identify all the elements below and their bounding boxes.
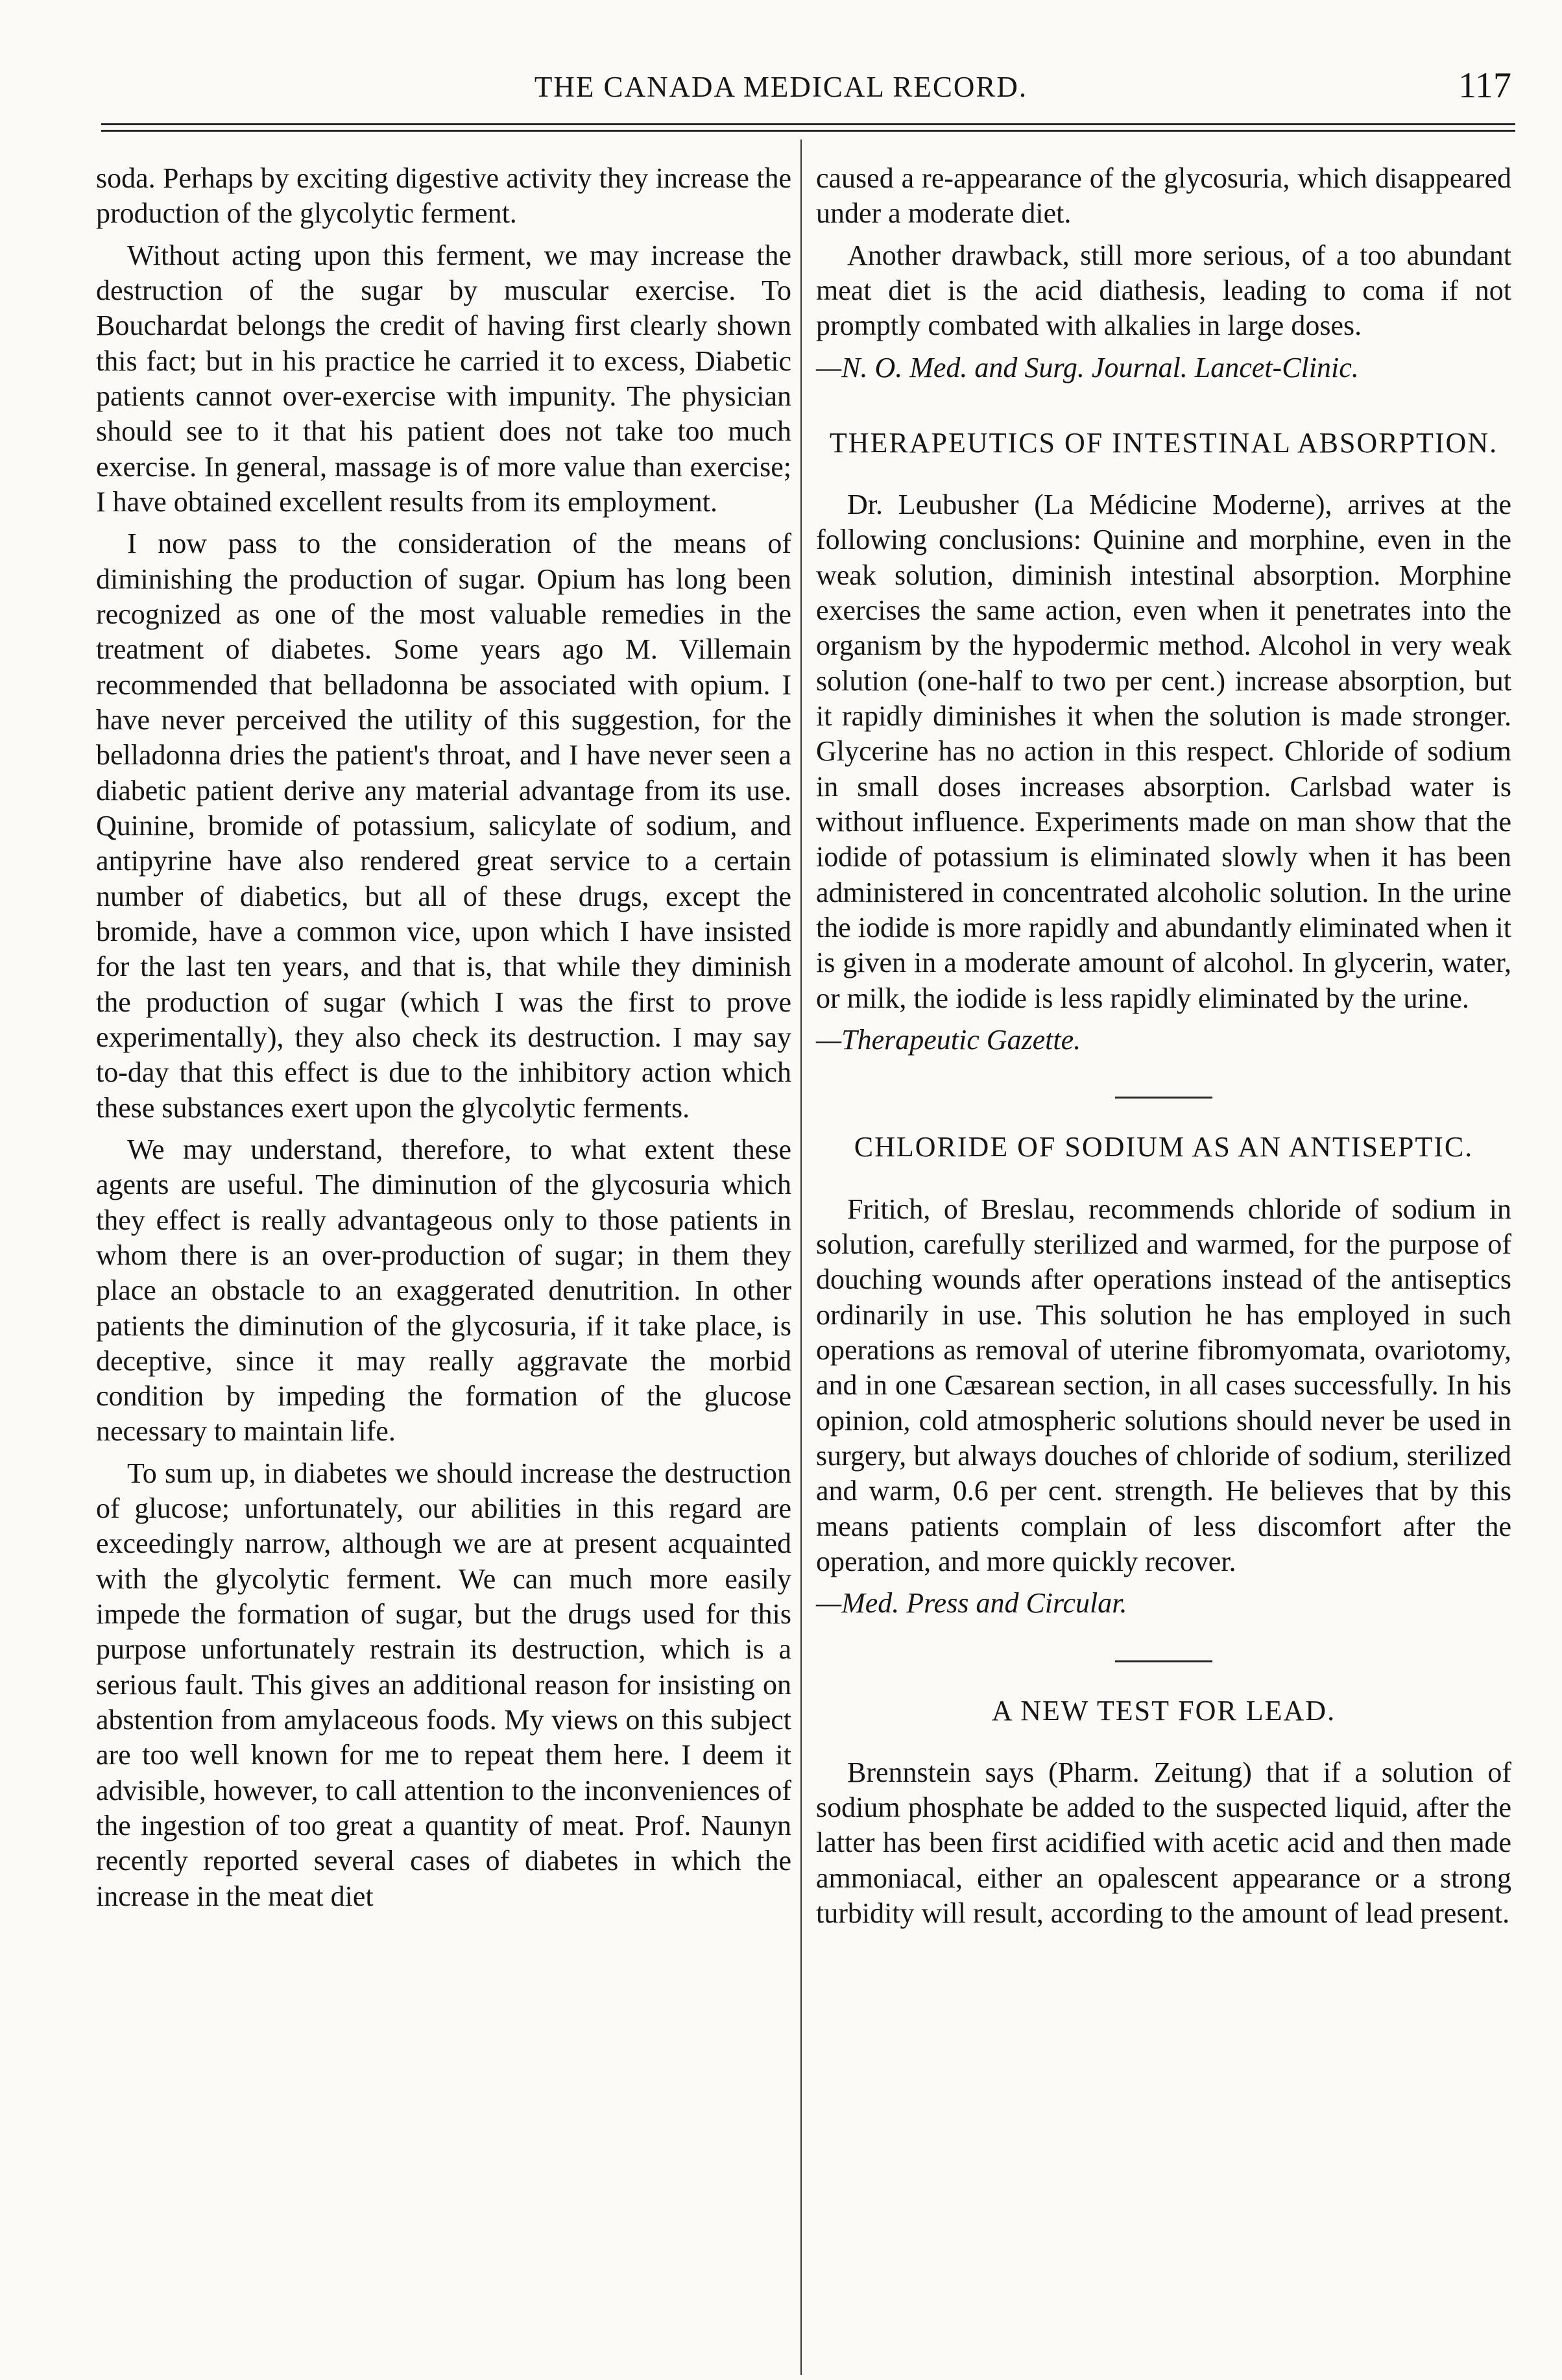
source-citation: —Med. Press and Circular. bbox=[816, 1587, 1127, 1620]
paragraph: Dr. Leubusher (La Médicine Moderne), arrives at the following conclusions: Quinine and morphine, even in the weak solution, diminish intestinal absorption. Morphine exercises the same action, even when it penetrates into the organism by the hypodermic method. Alcohol in very weak solution (one-half to two per cent.) increase absorption, but it rapidly diminishes it when the solution is made stronger. Glycerine has no action in this respect. Chloride of sodium in small doses increases absorption. Carlsbad water is without influence. Experiments made on man show that the iodide of potassium is eliminated slowly when it has been administered in concentrated alcoholic solution. In the urine the iodide is more rapidly and abundantly eliminated when it is given in a moderate amount of alcohol. In glycerin, water, or milk, the iodide is less rapidly eliminated by the urine. bbox=[816, 489, 1511, 1014]
section-divider bbox=[1115, 1660, 1212, 1662]
paragraph: To sum up, in diabetes we should increase the destruction of glucose; unfortunately, our abilities in this regard are exceedingly narrow, although we are at present acquainted with the glycolytic ferment. We can much more easily impede the formation of sugar, but the drugs used for this purpose unfortunately restrain its destruction, which is a serious fault. This gives an additional reason for insisting on abstention from amylaceous foods. My views on this subject are too well known for me to repeat them here. I deem it advisible, however, to call attention to the inconveniences of the ingestion of too great a quantity of meat. Prof. Naunyn recently reported several cases of diabetes in which the increase in the meat diet bbox=[96, 1457, 791, 1912]
paragraph: Fritich, of Breslau, recommends chloride of sodium in solution, carefully sterilized and warmed, for the purpose of douching wounds after operations instead of the antiseptics ordinarily in use. This solution he has employed in such operations as removal of uterine fibromyomata, ovariotomy, and in one Cæsarean section, in all cases successfully. In his opinion, cold atmospheric solutions should never be used in surgery, but always douches of chloride of sodium, sterilized and warm, 0.6 per cent. strength. He believes that by this means patients complain of less discomfort after the operation, and more quickly recover. bbox=[816, 1193, 1511, 1577]
source-citation: —Therapeutic Gazette. bbox=[816, 1024, 1081, 1056]
source-citation: —N. O. Med. and Surg. Journal. Lancet-Clinic. bbox=[816, 351, 1359, 383]
paragraph: We may understand, therefore, to what extent these agents are useful. The diminution of the glycosuria which they effect is really advantageous only to those patients in whom there is an over-production of sugar; in them they place an obstacle to an exaggerated denutrition. In other patients the diminution of the glycosuria, if it take place, is deceptive, since it may really aggravate the morbid condition by impeding the formation of the glucose necessary to maintain life. bbox=[96, 1133, 791, 1448]
page-number: 117 bbox=[1458, 66, 1511, 106]
running-header bbox=[0, 66, 1562, 115]
paragraph: I now pass to the consideration of the means of diminishing the production of sugar. Opium has long been recognized as one of the most valuable remedies in the treatment of diabetes. Some years ago M. Villemain recommended that belladonna be associated with opium. I have never perceived the utility of this suggestion, for the belladonna dries the patient's throat, and I have never seen a diabetic patient derive any material advantage from its use. Quinine, bromide of potassium, salicylate of sodium, and antipyrine have also rendered great service to a certain number of diabetics, but all of these drugs, except the bromide, have a common vice, upon which I have insisted for the last ten years, and that is, that while they diminish the production of sugar (which I was the first to prove experimentally), they also check its destruction. I may say to-day that this effect is due to the inhibitory action which these substances exert upon the glycolytic ferments. bbox=[96, 528, 791, 1124]
article-heading: CHLORIDE OF SODIUM AS AN ANTISEPTIC. bbox=[854, 1131, 1474, 1163]
left-column bbox=[96, 161, 791, 1921]
running-title: THE CANADA MEDICAL RECORD. bbox=[534, 71, 1028, 103]
section-divider bbox=[1115, 1097, 1212, 1099]
paragraph: Brennstein says (Pharm. Zeitung) that if a solution of sodium phosphate be added to the suspected liquid, after the latter has been first acidified with acetic acid and then made ammoniacal, either an opalescent appearance or a strong turbidity will result, according to the amount of lead present. bbox=[816, 1756, 1511, 1930]
article-heading: THERAPEUTICS OF INTESTINAL ABSORPTION. bbox=[829, 426, 1498, 459]
column-rule bbox=[800, 140, 802, 2375]
header-rule-top bbox=[101, 123, 1515, 125]
paragraph: Without acting upon this ferment, we may increase the destruction of the sugar by muscular exercise. To Bouchardat belongs the credit of having first clearly shown this fact; but in his practice he carried it to excess, Diabetic patients cannot over-exercise with impunity. The physician should see to it that his patient does not take too much exercise. In general, massage is of more value than exercise; I have obtained excellent results from its employment. bbox=[96, 239, 791, 518]
paragraph: Another drawback, still more serious, of a too abundant meat diet is the acid diathesis, leading to coma if not promptly combated with alkalies in large doses. bbox=[816, 239, 1511, 342]
paragraph: caused a re-appearance of the glycosuria, which disappeared under a moderate diet. bbox=[816, 162, 1511, 230]
header-rule-bottom bbox=[101, 130, 1515, 132]
right-column bbox=[816, 161, 1511, 1937]
paragraph: soda. Perhaps by exciting digestive activity they increase the production of the glycolytic ferment. bbox=[96, 162, 791, 230]
article-heading: A NEW TEST FOR LEAD. bbox=[991, 1694, 1336, 1727]
